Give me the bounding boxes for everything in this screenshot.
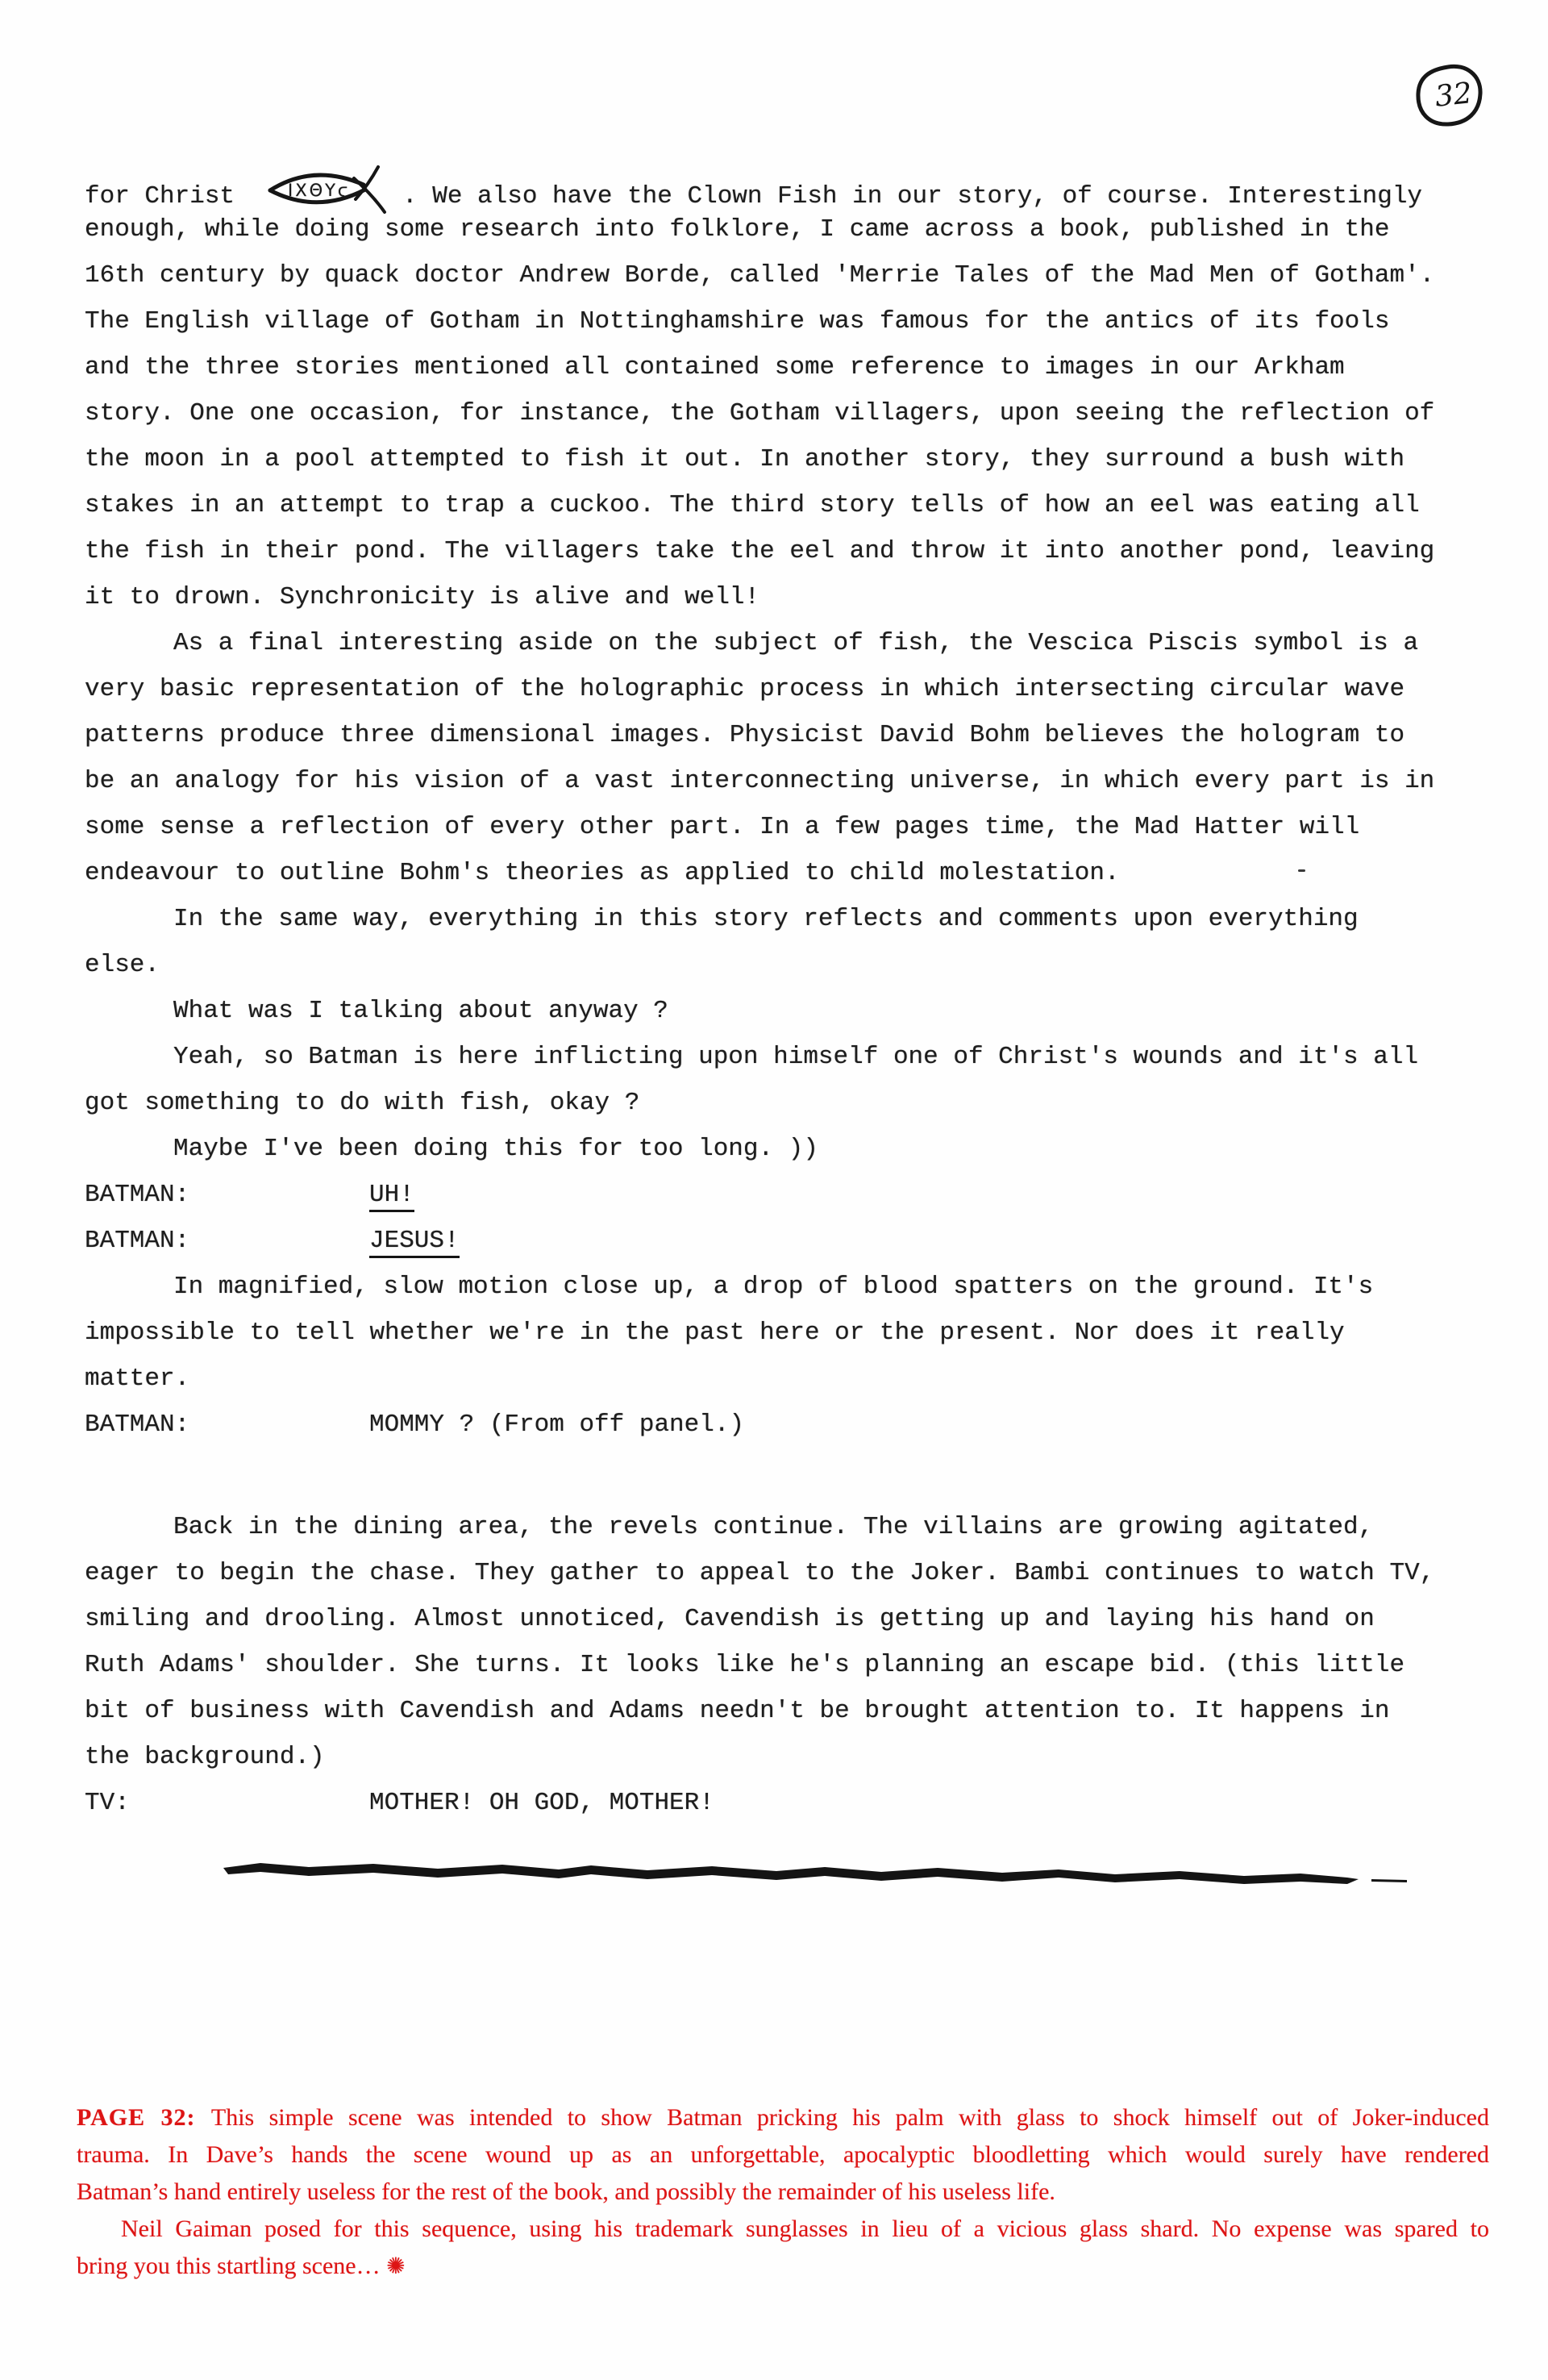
script-line-text: As a final interesting aside on the subject of fish, the Vescica Piscis symbol is a [173,629,1419,657]
script-line-text: In the same way, everything in this story reflects and comments upon everything [173,905,1359,933]
script-line-text: be an analogy for his vision of a vast interconnecting universe, in which every part is in [85,767,1435,795]
script-line-text: Ruth Adams' shoulder. She turns. It looks like he's planning an escape bid. (this little [85,1651,1405,1679]
dialogue-text: UH! [369,1181,414,1212]
annotation-page-label: PAGE 32: [77,2104,211,2131]
script-line [85,1550,1471,1596]
script-line-text: the moon in a pool attempted to fish it out. In another story, they surround a bush with [85,445,1405,473]
script-line [85,344,1471,390]
dialogue-text: MOMMY ? (From off panel.) [369,1411,745,1439]
script-line-text: the fish in their pond. The villagers take the eel and throw it into another pond, leaving [85,537,1435,565]
script-line [85,1264,1471,1310]
dialogue-line [85,1780,1471,1826]
script-line [85,160,1471,210]
annotation-paragraph [77,2099,1489,2285]
script-line-text: Back in the dining area, the revels continue. The villains are growing agitated, [173,1513,1374,1541]
annotation-line-text: Batman’s hand entirely useless for the rest of the book, and possibly the remainder of his useless life. [77,2178,1055,2205]
script-line [85,206,1471,252]
script-line-text: impossible to tell whether we're in the past here or the present. Nor does it really [85,1319,1345,1347]
script-line-text: and the three stories mentioned all contained some reference to images in our Arkham [85,353,1345,381]
script-line [85,298,1471,344]
script-line [85,850,1471,896]
flower-asterisk-icon: ✺ [386,2253,406,2279]
script-line [85,1310,1471,1356]
script-line [85,942,1471,988]
script-line [85,804,1471,850]
script-line-text: Yeah, so Batman is here inflicting upon himself one of Christ's wounds and it's all [173,1043,1419,1071]
script-line [85,1034,1471,1080]
dialogue-text: JESUS! [369,1227,460,1258]
script-line [85,666,1471,712]
script-line-text-post: . We also have the Clown Fish in our story, of course. Interestingly [402,182,1423,210]
script-line [85,1688,1471,1734]
script-line [85,758,1471,804]
ichthys-letters: ΙΧΘΥϛ [288,181,351,200]
script-line-text: got something to do with fish, okay ? [85,1089,640,1117]
script-line [85,252,1471,298]
script-line-text: matter. [85,1365,190,1393]
script-line [85,988,1471,1034]
annotation-line-text: This simple scene was intended to show Batman pricking his palm with glass to shock himself out of Joker-induced [210,2104,1489,2131]
script-line [85,436,1471,482]
script-line [85,1356,1471,1402]
stray-pen-mark [1298,869,1305,872]
annotation-line [77,2248,1489,2285]
script-line [85,1596,1471,1642]
script-line [85,482,1471,528]
annotation-line [77,2211,1489,2248]
script-line-text: The English village of Gotham in Nottinghamshire was famous for the antics of its fools [85,307,1390,336]
annotation-line [77,2136,1489,2174]
dialogue-line [85,1218,1471,1264]
page-number-text: 32 [1433,77,1474,114]
divider-stroke [212,1855,1429,1900]
script-line-text: endeavour to outline Bohm's theories as applied to child molestation. [85,859,1120,887]
script-line-text: patterns produce three dimensional images. Physicist David Bohm believes the hologram to [85,721,1405,749]
dialogue-speaker: BATMAN: [85,1181,190,1209]
script-line [85,528,1471,574]
dialogue-line [85,1172,1471,1218]
script-line-text: enough, while doing some research into folklore, I came across a book, published in the [85,215,1390,244]
script-line [85,620,1471,666]
script-line-text: some sense a reflection of every other part. In a few pages time, the Mad Hatter will [85,813,1360,841]
script-line-text: story. One one occasion, for instance, the Gotham villagers, upon seeing the reflection of [85,399,1435,427]
annotation-line-text: trauma. In Dave’s hands the scene wound up as an unforgettable, apocalyptic bloodletting which would surely have rendered [77,2141,1489,2168]
script-line-text: What was I talking about anyway ? [173,997,668,1025]
dialogue-text: MOTHER! OH GOD, MOTHER! [369,1789,714,1817]
script-line-text: it to drown. Synchronicity is alive and well! [85,583,760,611]
script-line [85,1080,1471,1126]
script-line-text: stakes in an attempt to trap a cuckoo. The third story tells of how an eel was eating all [85,491,1420,519]
script-line [85,1126,1471,1172]
typed-script-body [85,160,1471,1826]
script-line [85,1504,1471,1550]
script-line-text: else. [85,951,160,979]
annotation-line [77,2174,1489,2211]
script-line [85,712,1471,758]
dialogue-speaker: BATMAN: [85,1411,190,1439]
script-line [85,1734,1471,1780]
script-line [85,1642,1471,1688]
script-line [85,390,1471,436]
script-line-text: smiling and drooling. Almost unnoticed, Cavendish is getting up and laying his hand on [85,1605,1375,1633]
script-line-text: In magnified, slow motion close up, a drop of blood spatters on the ground. It's [173,1273,1374,1301]
script-line-text: bit of business with Cavendish and Adams needn't be brought attention to. It happens in [85,1697,1390,1725]
annotation-line-text: Neil Gaiman posed for this sequence, using his trademark sunglasses in lieu of a vicious glass shard. No expense was spared to [121,2215,1489,2242]
dialogue-speaker: BATMAN: [85,1227,190,1255]
script-line-text: eager to begin the chase. They gather to appeal to the Joker. Bambi continues to watch TV, [85,1559,1435,1587]
script-line-text: 16th century by quack doctor Andrew Borde, called 'Merrie Tales of the Mad Men of Gotham'. [85,261,1435,290]
script-line-text: the background.) [85,1743,325,1771]
script-line-text: Maybe I've been doing this for too long. )) [173,1135,818,1163]
script-line-text: very basic representation of the holographic process in which intersecting circular wave [85,675,1405,703]
annotation-line [77,2099,1489,2136]
script-line [85,574,1471,620]
page-number-badge [1411,61,1488,131]
dialogue-line [85,1402,1471,1448]
annotation-line-text: bring you this startling scene… [77,2253,387,2279]
dialogue-speaker: TV: [85,1789,130,1817]
script-line [85,896,1471,942]
script-line-text-pre: for Christ [85,182,235,210]
